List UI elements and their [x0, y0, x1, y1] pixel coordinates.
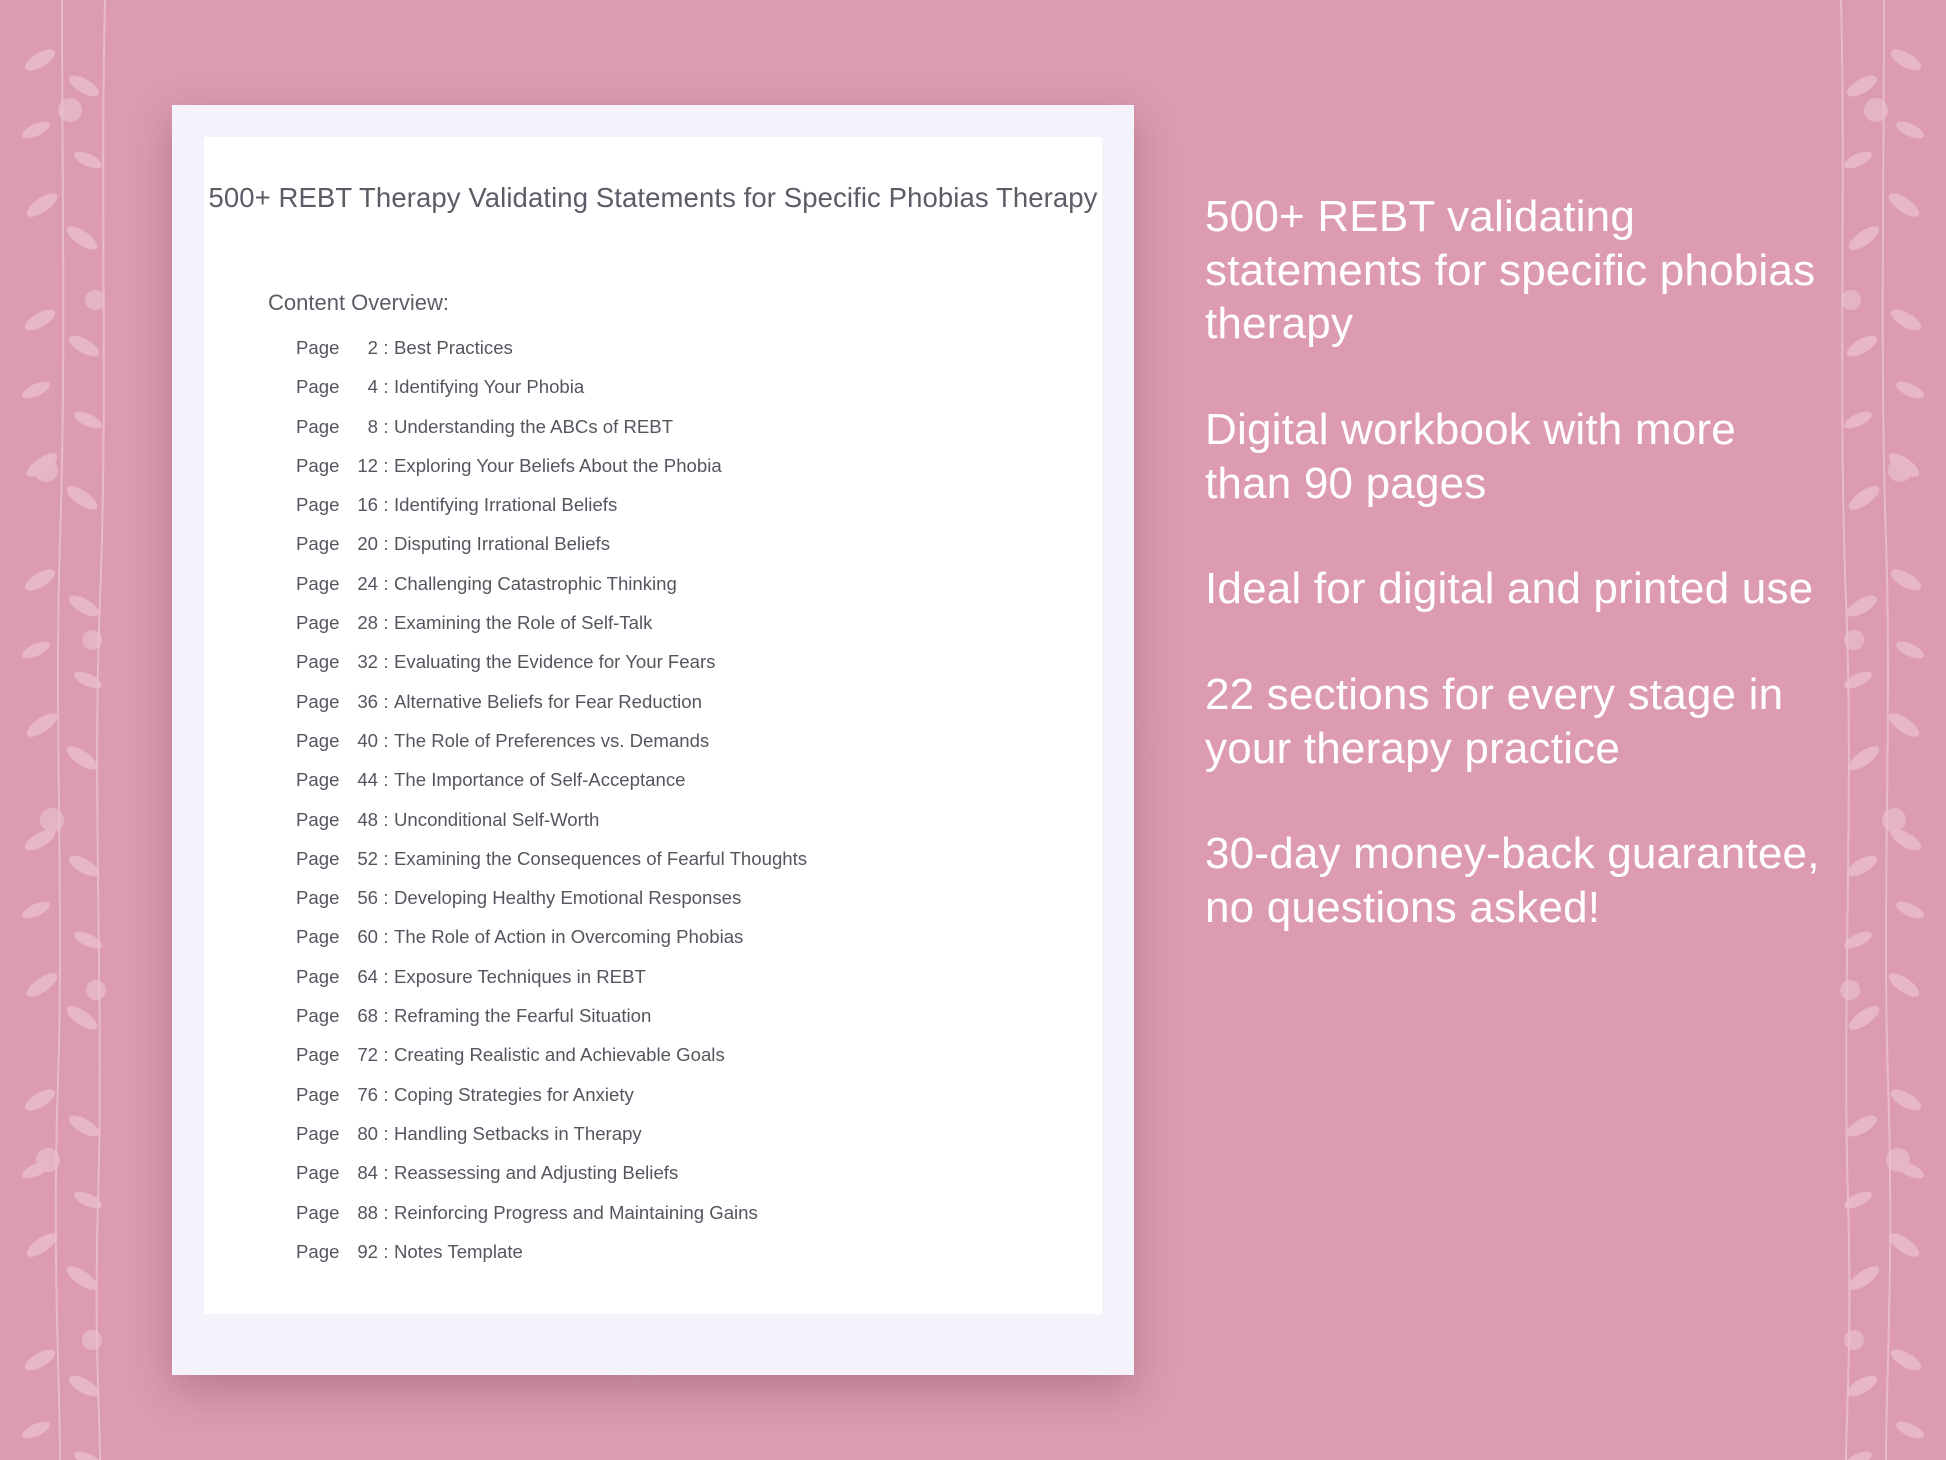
- toc-page-word: Page: [296, 494, 340, 516]
- toc-page-word: Page: [296, 1162, 340, 1184]
- toc-colon: :: [383, 1122, 389, 1144]
- toc-page-number: 52: [357, 847, 378, 869]
- toc-colon: :: [383, 337, 389, 358]
- toc-entry: [296, 1005, 1056, 1044]
- toc-colon: :: [383, 729, 389, 751]
- toc-page-word: Page: [296, 808, 340, 830]
- toc-page-word: Page: [296, 965, 340, 987]
- toc-section-title: Identifying Irrational Beliefs: [394, 494, 618, 516]
- toc-page-number: 40: [357, 729, 378, 751]
- toc-page-number: 2: [367, 337, 378, 358]
- toc-entry: [296, 848, 1056, 887]
- toc-page-number: 4: [367, 376, 378, 398]
- toc-colon: :: [383, 769, 389, 791]
- toc-entry: [296, 730, 1056, 769]
- toc-page-number: 12: [357, 454, 378, 476]
- toc-page-word: Page: [296, 887, 340, 909]
- toc-entry: [296, 887, 1056, 926]
- toc-page-number: 8: [367, 415, 378, 437]
- toc-page-word: Page: [296, 1044, 340, 1066]
- toc-colon: :: [383, 1240, 389, 1262]
- toc-page-number: 44: [357, 769, 378, 791]
- table-of-contents: [296, 337, 1056, 1280]
- toc-page-word: Page: [296, 651, 340, 673]
- toc-section-title: Creating Realistic and Achievable Goals: [394, 1044, 725, 1066]
- toc-page-word: Page: [296, 926, 340, 948]
- toc-entry: [296, 1241, 1056, 1280]
- toc-colon: :: [383, 1201, 389, 1223]
- toc-page-number: 24: [357, 572, 378, 594]
- toc-page-word: Page: [296, 690, 340, 712]
- toc-section-title: Reinforcing Progress and Maintaining Gains: [394, 1201, 758, 1223]
- toc-section-title: The Role of Preferences vs. Demands: [394, 729, 710, 751]
- page-title: 500+ REBT Therapy Validating Statements for Specific Phobias Therapy: [208, 182, 1098, 213]
- toc-section-title: Evaluating the Evidence for Your Fears: [394, 651, 716, 673]
- toc-page-word: Page: [296, 1083, 340, 1105]
- toc-section-title: Challenging Catastrophic Thinking: [394, 572, 677, 594]
- toc-section-title: Understanding the ABCs of REBT: [394, 415, 674, 437]
- toc-entry: [296, 1202, 1056, 1241]
- toc-colon: :: [383, 651, 389, 673]
- toc-section-title: The Role of Action in Overcoming Phobias: [394, 926, 744, 948]
- toc-colon: :: [383, 690, 389, 712]
- toc-page-word: Page: [296, 337, 340, 358]
- content-overview-label: Content Overview:: [268, 290, 449, 315]
- toc-page-word: Page: [296, 376, 340, 398]
- toc-colon: :: [383, 1083, 389, 1105]
- toc-section-title: Disputing Irrational Beliefs: [394, 533, 610, 555]
- toc-entry: [296, 1123, 1056, 1162]
- toc-page-word: Page: [296, 612, 340, 634]
- toc-entry: [296, 769, 1056, 808]
- toc-page-word: Page: [296, 454, 340, 476]
- toc-colon: :: [383, 847, 389, 869]
- toc-colon: :: [383, 533, 389, 555]
- toc-entry: [296, 494, 1056, 533]
- toc-colon: :: [383, 494, 389, 516]
- toc-section-title: Identifying Your Phobia: [394, 376, 585, 398]
- toc-page-word: Page: [296, 533, 340, 555]
- toc-colon: :: [383, 808, 389, 830]
- marketing-bullet: 22 sections for every stage in your therapy practice: [1205, 670, 1784, 773]
- marketing-bullet: 500+ REBT validating statements for specific phobias therapy: [1205, 192, 1816, 349]
- toc-entry: [296, 1044, 1056, 1083]
- toc-entry: [296, 809, 1056, 848]
- toc-page-number: 80: [357, 1122, 378, 1144]
- toc-colon: :: [383, 376, 389, 398]
- toc-entry: [296, 691, 1056, 730]
- toc-section-title: Notes Template: [394, 1240, 523, 1262]
- toc-entry: [296, 533, 1056, 572]
- toc-colon: :: [383, 1044, 389, 1066]
- toc-section-title: Examining the Consequences of Fearful Thoughts: [394, 847, 808, 869]
- toc-entry: [296, 1084, 1056, 1123]
- toc-page-number: 92: [357, 1240, 378, 1262]
- toc-page-number: 20: [357, 533, 378, 555]
- toc-entry: [296, 573, 1056, 612]
- toc-page-number: 88: [357, 1201, 378, 1223]
- toc-entry: [296, 612, 1056, 651]
- toc-section-title: The Importance of Self-Acceptance: [394, 769, 686, 791]
- toc-colon: :: [383, 572, 389, 594]
- toc-page-number: 36: [357, 690, 378, 712]
- toc-entry: [296, 376, 1056, 415]
- toc-colon: :: [383, 415, 389, 437]
- toc-section-title: Unconditional Self-Worth: [394, 808, 600, 830]
- toc-page-number: 64: [357, 965, 378, 987]
- toc-page-word: Page: [296, 847, 340, 869]
- toc-page-number: 84: [357, 1162, 378, 1184]
- toc-page-number: 76: [357, 1083, 378, 1105]
- toc-colon: :: [383, 1005, 389, 1027]
- toc-section-title: Exploring Your Beliefs About the Phobia: [394, 454, 722, 476]
- toc-page-word: Page: [296, 729, 340, 751]
- toc-page-number: 16: [357, 494, 378, 516]
- toc-section-title: Reframing the Fearful Situation: [394, 1005, 652, 1027]
- toc-entry: [296, 416, 1056, 455]
- toc-entry: [296, 926, 1056, 965]
- marketing-bullet: Digital workbook with more than 90 pages: [1205, 405, 1736, 508]
- toc-entry: [296, 455, 1056, 494]
- toc-colon: :: [383, 612, 389, 634]
- toc-page-word: Page: [296, 1005, 340, 1027]
- floral-border-left-icon: [0, 0, 150, 1460]
- marketing-bullet-list: [1205, 190, 1825, 935]
- toc-colon: :: [383, 965, 389, 987]
- toc-page-number: 56: [357, 887, 378, 909]
- toc-colon: :: [383, 926, 389, 948]
- toc-page-word: Page: [296, 769, 340, 791]
- toc-colon: :: [383, 887, 389, 909]
- toc-section-title: Alternative Beliefs for Fear Reduction: [394, 690, 702, 712]
- toc-entry: [296, 966, 1056, 1005]
- marketing-bullet: 30-day money-back guarantee, no questions asked!: [1205, 829, 1820, 933]
- toc-page-word: Page: [296, 1240, 340, 1262]
- toc-page-number: 72: [357, 1044, 378, 1066]
- toc-entry: [296, 337, 1056, 376]
- toc-page-number: 32: [357, 651, 378, 673]
- toc-colon: :: [383, 454, 389, 476]
- toc-page-word: Page: [296, 572, 340, 594]
- toc-entry: [296, 1162, 1056, 1201]
- toc-page-number: 48: [357, 808, 378, 830]
- marketing-bullet: Ideal for digital and printed use: [1205, 564, 1814, 614]
- toc-page-number: 28: [357, 612, 378, 634]
- toc-section-title: Handling Setbacks in Therapy: [394, 1122, 642, 1144]
- toc-colon: :: [383, 1162, 389, 1184]
- toc-section-title: Best Practices: [394, 337, 513, 358]
- toc-section-title: Developing Healthy Emotional Responses: [394, 887, 742, 909]
- toc-section-title: Reassessing and Adjusting Beliefs: [394, 1162, 679, 1184]
- toc-page-number: 68: [357, 1005, 378, 1027]
- toc-page-word: Page: [296, 415, 340, 437]
- toc-page-word: Page: [296, 1122, 340, 1144]
- toc-page-word: Page: [296, 1201, 340, 1223]
- toc-entry: [296, 651, 1056, 690]
- toc-page-number: 60: [357, 926, 378, 948]
- toc-section-title: Coping Strategies for Anxiety: [394, 1083, 634, 1105]
- toc-section-title: Examining the Role of Self-Talk: [394, 612, 653, 634]
- toc-section-title: Exposure Techniques in REBT: [394, 965, 646, 987]
